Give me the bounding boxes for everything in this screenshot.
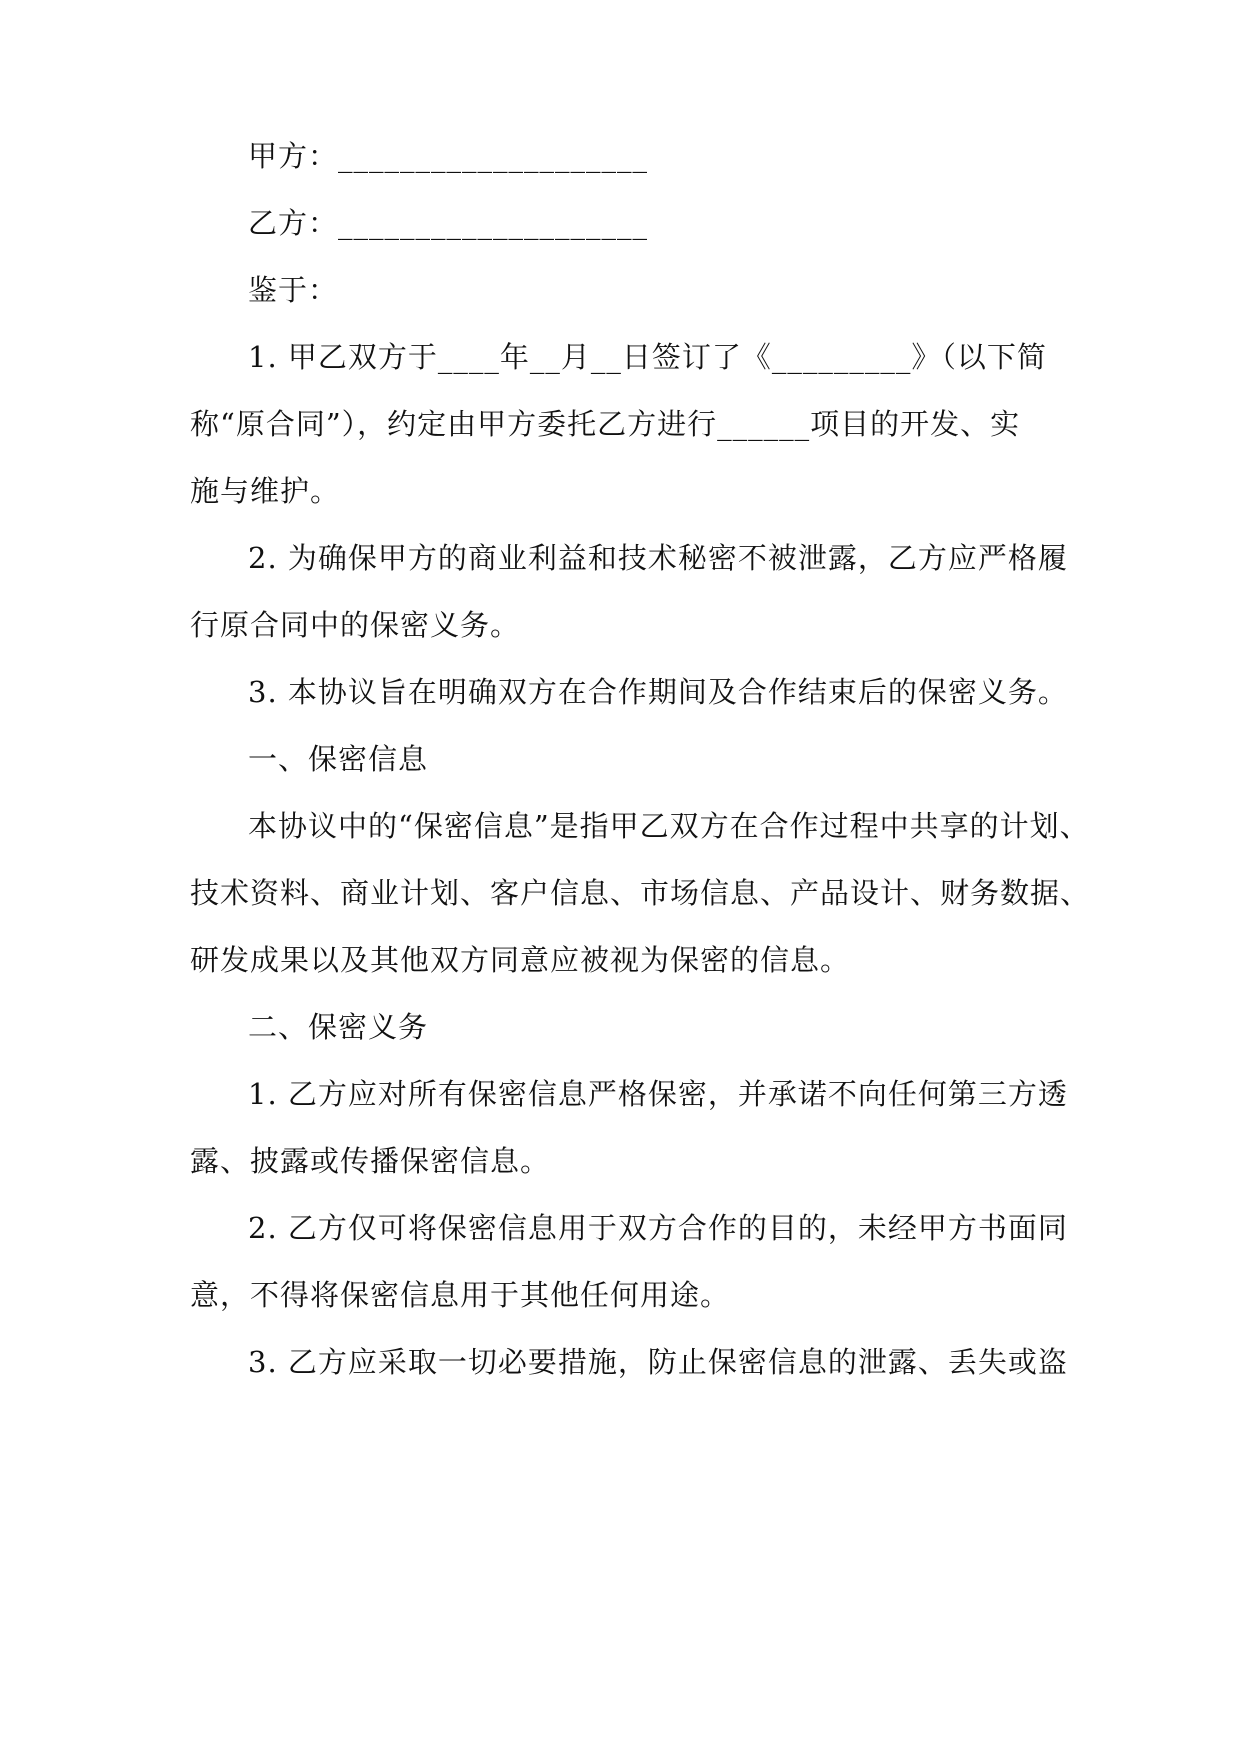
recital-1-line-3: 施与维护。 [190, 474, 341, 508]
recital-3-line-1: 3. 本协议旨在明确双方在合作期间及合作结束后的保密义务。 [248, 675, 1068, 709]
recital-2-line-2: 行原合同中的保密义务。 [190, 608, 521, 642]
recital-2-line-1: 2. 为确保甲方的商业利益和技术秘密不被泄露，乙方应严格履 [248, 541, 1068, 575]
section-1-heading: 一、保密信息 [248, 742, 429, 776]
section-1-line-3: 研发成果以及其他双方同意应被视为保密的信息。 [190, 943, 851, 977]
party-a-line: 甲方：____________________ [248, 139, 649, 173]
clause-2-line-2: 意，不得将保密信息用于其他任何用途。 [190, 1278, 731, 1312]
section-1-line-2: 技术资料、商业计划、客户信息、市场信息、产品设计、财务数据、 [190, 876, 1091, 910]
recital-1-line-2: 称“原合同”），约定由甲方委托乙方进行______项目的开发、实 [190, 407, 1021, 441]
clause-1-line-2: 露、披露或传播保密信息。 [190, 1144, 551, 1178]
clause-3-line-1: 3. 乙方应采取一切必要措施，防止保密信息的泄露、丢失或盗 [248, 1345, 1068, 1379]
whereas-label: 鉴于： [248, 273, 339, 307]
section-2-heading: 二、保密义务 [248, 1010, 429, 1044]
party-b-line: 乙方：____________________ [248, 206, 649, 240]
recital-1-line-1: 1. 甲乙双方于____年__月__日签订了《_________》（以下简 [248, 340, 1047, 374]
section-1-line-1: 本协议中的“保密信息”是指甲乙双方在合作过程中共享的计划、 [248, 809, 1090, 843]
clause-2-line-1: 2. 乙方仅可将保密信息用于双方合作的目的，未经甲方书面同 [248, 1211, 1068, 1245]
clause-1-line-1: 1. 乙方应对所有保密信息严格保密，并承诺不向任何第三方透 [248, 1077, 1068, 1111]
